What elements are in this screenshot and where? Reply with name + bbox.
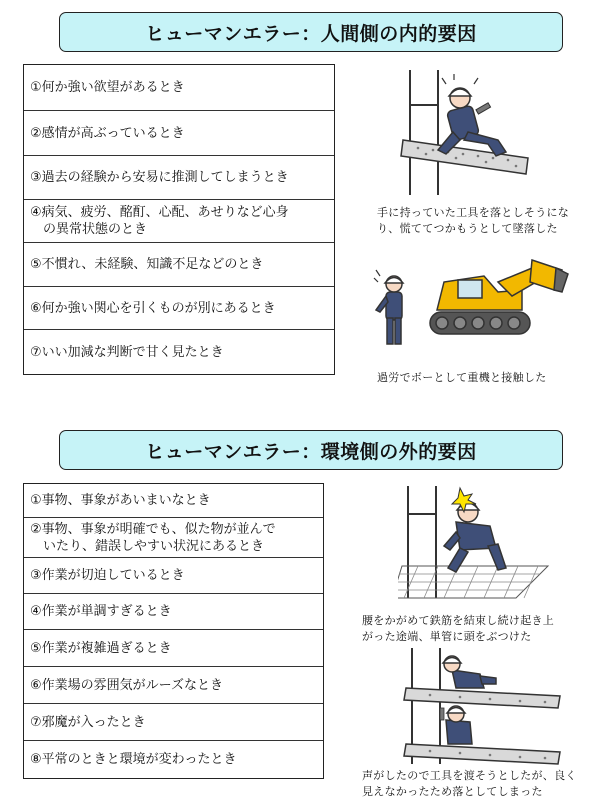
section1-list xyxy=(23,64,335,375)
section1-caption-2: 過労でボーとして重機と接触した xyxy=(377,371,547,384)
list-item: ⑦いい加減な判断で甘く見たとき xyxy=(30,344,224,360)
rebar-head-hit-illustration xyxy=(398,486,568,604)
excavator-contact-illustration xyxy=(372,252,572,362)
list-item: ④作業が単調すぎるとき xyxy=(24,594,323,630)
section2-title: ヒューマンエラー：環境側の外的要因 xyxy=(59,430,563,470)
list-item: ⑥作業場の雰囲気がルーズなとき xyxy=(24,667,323,704)
list-item: ⑤不慣れ、未経験、知識不足などのとき xyxy=(24,243,334,287)
list-item: ②感情が高ぶっているとき xyxy=(24,111,334,156)
section2-list xyxy=(23,483,324,779)
section2-caption-1: 腰をかがめて鉄筋を結束し続け起き上 がった途端、単管に頭をぶつけた xyxy=(362,614,555,643)
list-item: ⑧平常のときと環境が変わったとき xyxy=(30,752,237,767)
section2-caption-2: 声がしたので工具を渡そうとしたが、良く 見えなかったため落としてしまった xyxy=(362,769,577,798)
section1-caption-1: 手に持っていた工具を落としそうにな り、慌ててつかもうとして墜落した xyxy=(377,206,570,235)
list-item: ④病気、疲労、酩酊、心配、あせりなど心身 の異常状態のとき xyxy=(24,200,334,243)
list-item: ⑥何か強い関心を引くものが別にあるとき xyxy=(24,287,334,330)
list-item: ②事物、事象が明確でも、似た物が並んで いたり、錯誤しやすい状況にあるとき xyxy=(24,518,323,558)
list-item: ⑦邪魔が入ったとき xyxy=(24,704,323,741)
scaffold-fall-illustration xyxy=(398,70,548,200)
section1-title: ヒューマンエラー：人間側の内的要因 xyxy=(59,12,563,52)
list-item: ①何か強い欲望があるとき xyxy=(24,65,334,111)
list-item: ①事物、事象があいまいなとき xyxy=(24,484,323,518)
tool-handover-illustration xyxy=(400,648,570,766)
list-item: ③作業が切迫しているとき xyxy=(24,558,323,594)
list-item: ⑤作業が複雑過ぎるとき xyxy=(24,630,323,667)
list-item: ③過去の経験から安易に推測してしまうとき xyxy=(24,156,334,200)
